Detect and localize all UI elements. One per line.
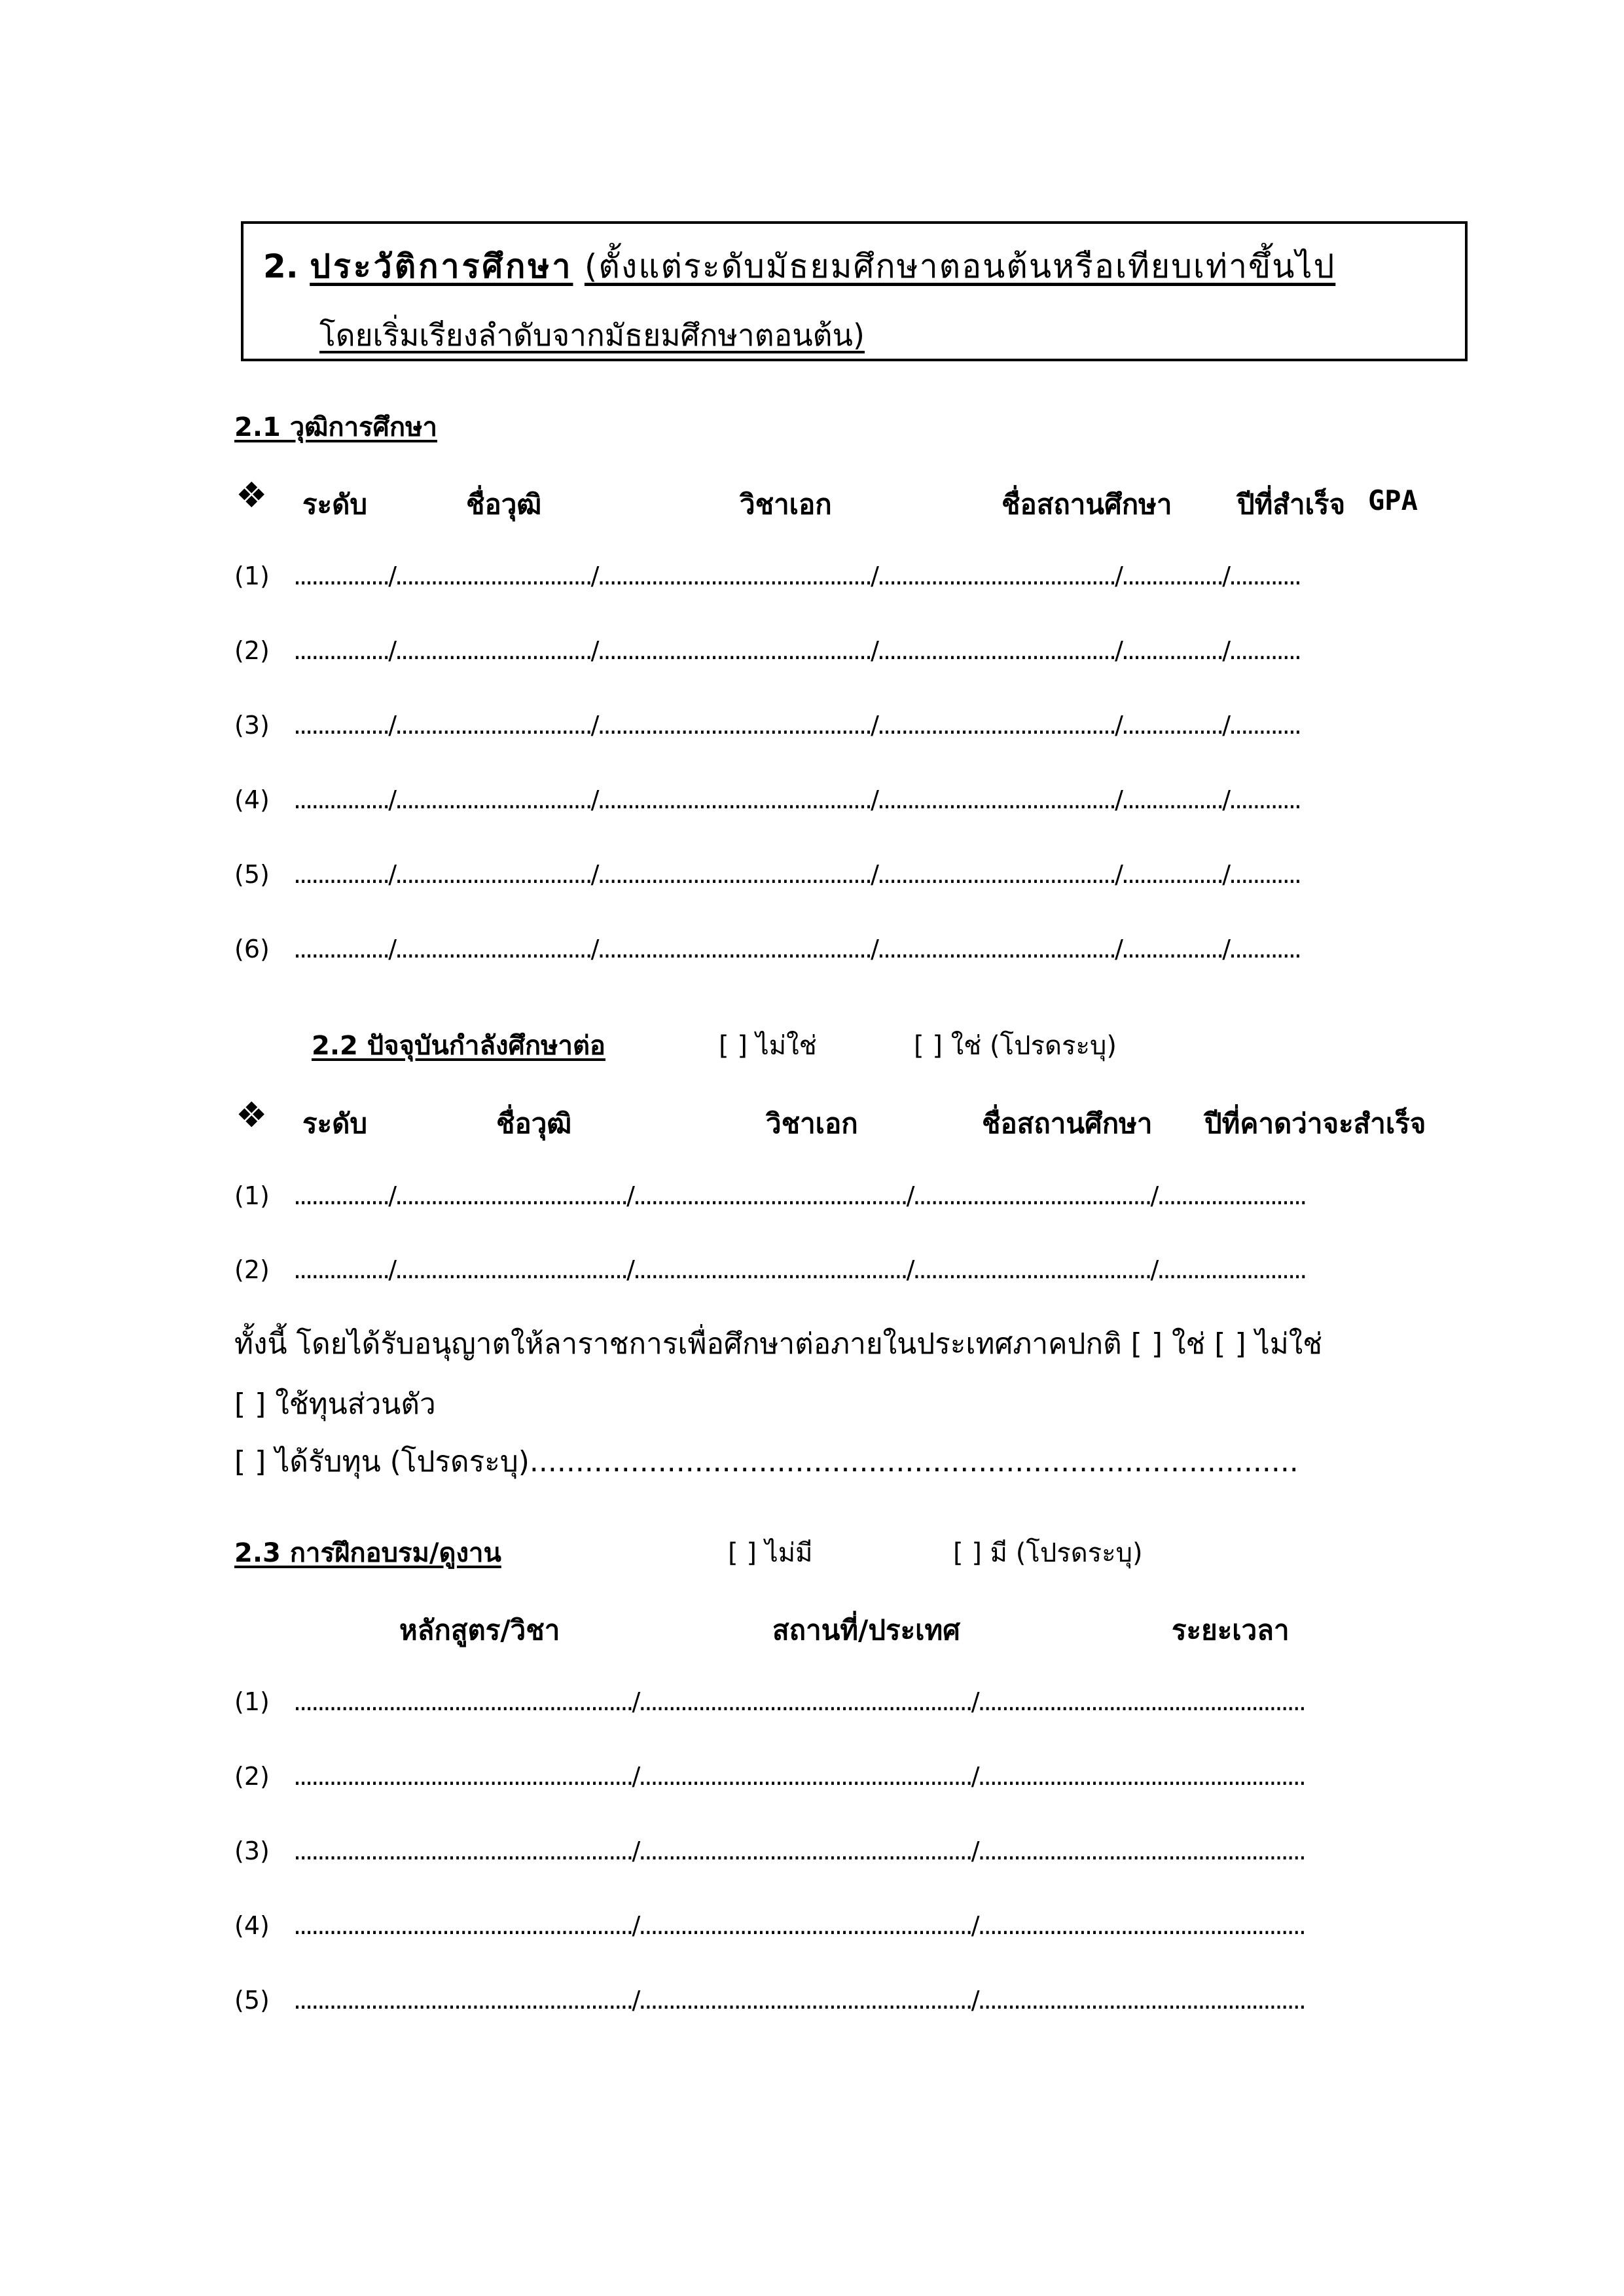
section-title-text: ประวัติการศึกษา <box>310 247 573 285</box>
col-institution: ชื่อสถานศึกษา <box>982 1107 1153 1139</box>
col-duration: ระยะเวลา <box>1172 1614 1290 1646</box>
row-number: (5) <box>234 1986 270 2015</box>
row-number: (2) <box>234 636 270 665</box>
row-number: (3) <box>234 1837 270 1865</box>
fill-line[interactable]: ................/......................................./............................................../......................................../......................... <box>293 1255 1306 1284</box>
study-leave-question[interactable]: ทั้งนี้ โดยได้รับอนุญาตให้ลาราชการเพื่อศึกษาต่อภายในประเทศภาคปกติ [ ] ใช่ [ ] ไม่ใช่ <box>234 1327 1323 1361</box>
row-number: (2) <box>234 1762 270 1791</box>
col-gpa: GPA <box>1368 484 1418 516</box>
bullet-icon: ❖ <box>236 475 268 516</box>
col-level: ระดับ <box>302 488 368 520</box>
fill-line[interactable]: ........................................................./......................................................../....................................................... <box>293 1986 1305 2015</box>
col-course: หลักสูตร/วิชา <box>399 1614 560 1646</box>
option-has-training[interactable]: [ ] มี (โปรดระบุ) <box>953 1538 1143 1568</box>
row-number: (3) <box>234 711 270 740</box>
col-degree: ชื่อวุฒิ <box>466 488 542 520</box>
col-major: วิชาเอก <box>740 488 832 520</box>
fill-line[interactable]: ................/................................./............................................../......................................../................./............ <box>293 935 1300 963</box>
fill-line[interactable]: ................/................................./............................................../......................................../................./............ <box>293 711 1300 740</box>
col-place: สถานที่/ประเทศ <box>772 1614 960 1646</box>
fill-line[interactable]: ................/................................./............................................../......................................../................./............ <box>293 785 1300 814</box>
section-number: 2. <box>263 247 298 285</box>
fill-line[interactable]: ................/................................./............................................../......................................../................./............ <box>293 636 1300 665</box>
heading-2-1: 2.1 วุฒิการศึกษา <box>234 412 437 442</box>
row-number: (2) <box>234 1255 270 1284</box>
row-number: (5) <box>234 860 270 889</box>
heading-2-2: 2.2 ปัจจุบันกำลังศึกษาต่อ <box>312 1031 605 1061</box>
fill-line[interactable]: ................/................................./............................................../......................................../................./............ <box>293 562 1300 590</box>
heading-2-3: 2.3 การฝึกอบรม/ดูงาน <box>234 1538 501 1568</box>
col-major: วิชาเอก <box>766 1107 858 1139</box>
option-studying[interactable]: [ ] ใช่ (โปรดระบุ) <box>914 1031 1117 1061</box>
col-level: ระดับ <box>302 1107 368 1139</box>
fill-line[interactable]: ........................................................./......................................................../....................................................... <box>293 1837 1305 1865</box>
bullet-icon: ❖ <box>236 1094 268 1136</box>
row-number: (1) <box>234 1181 270 1210</box>
fill-line[interactable]: ................/......................................./............................................../......................................../......................... <box>293 1181 1306 1210</box>
fill-line[interactable]: ........................................................./......................................................../....................................................... <box>293 1762 1305 1791</box>
section-title-note-2: โดยเริ่มเรียงลำดับจากมัธยมศึกษาตอนต้น) <box>319 317 865 353</box>
fill-line[interactable]: ........................................................./......................................................../....................................................... <box>293 1687 1305 1716</box>
row-number: (4) <box>234 785 270 814</box>
col-expected-year: ปีที่คาดว่าจะสำเร็จ <box>1204 1107 1426 1139</box>
fill-line[interactable]: ........................................................./......................................................../....................................................... <box>293 1911 1305 1940</box>
row-number: (6) <box>234 935 270 963</box>
funding-grant-option[interactable]: [ ] ได้รับทุน (โปรดระบุ).................................................................................... <box>234 1445 1299 1479</box>
row-number: (1) <box>234 1687 270 1716</box>
col-year-completed: ปีที่สำเร็จ <box>1237 488 1346 520</box>
option-not-studying[interactable]: [ ] ไม่ใช่ <box>719 1031 817 1061</box>
col-institution: ชื่อสถานศึกษา <box>1001 488 1172 520</box>
section-title <box>263 241 1335 293</box>
row-number: (4) <box>234 1911 270 1940</box>
col-degree: ชื่อวุฒิ <box>496 1107 572 1139</box>
option-no-training[interactable]: [ ] ไม่มี <box>728 1538 813 1568</box>
funding-self-option[interactable]: [ ] ใช้ทุนส่วนตัว <box>234 1388 436 1421</box>
row-number: (1) <box>234 562 270 590</box>
section-title-note-1: (ตั้งแต่ระดับมัธยมศึกษาตอนต้นหรือเทียบเท่าขึ้นไป <box>584 247 1336 285</box>
fill-line[interactable]: ................/................................./............................................../......................................../................./............ <box>293 860 1300 889</box>
